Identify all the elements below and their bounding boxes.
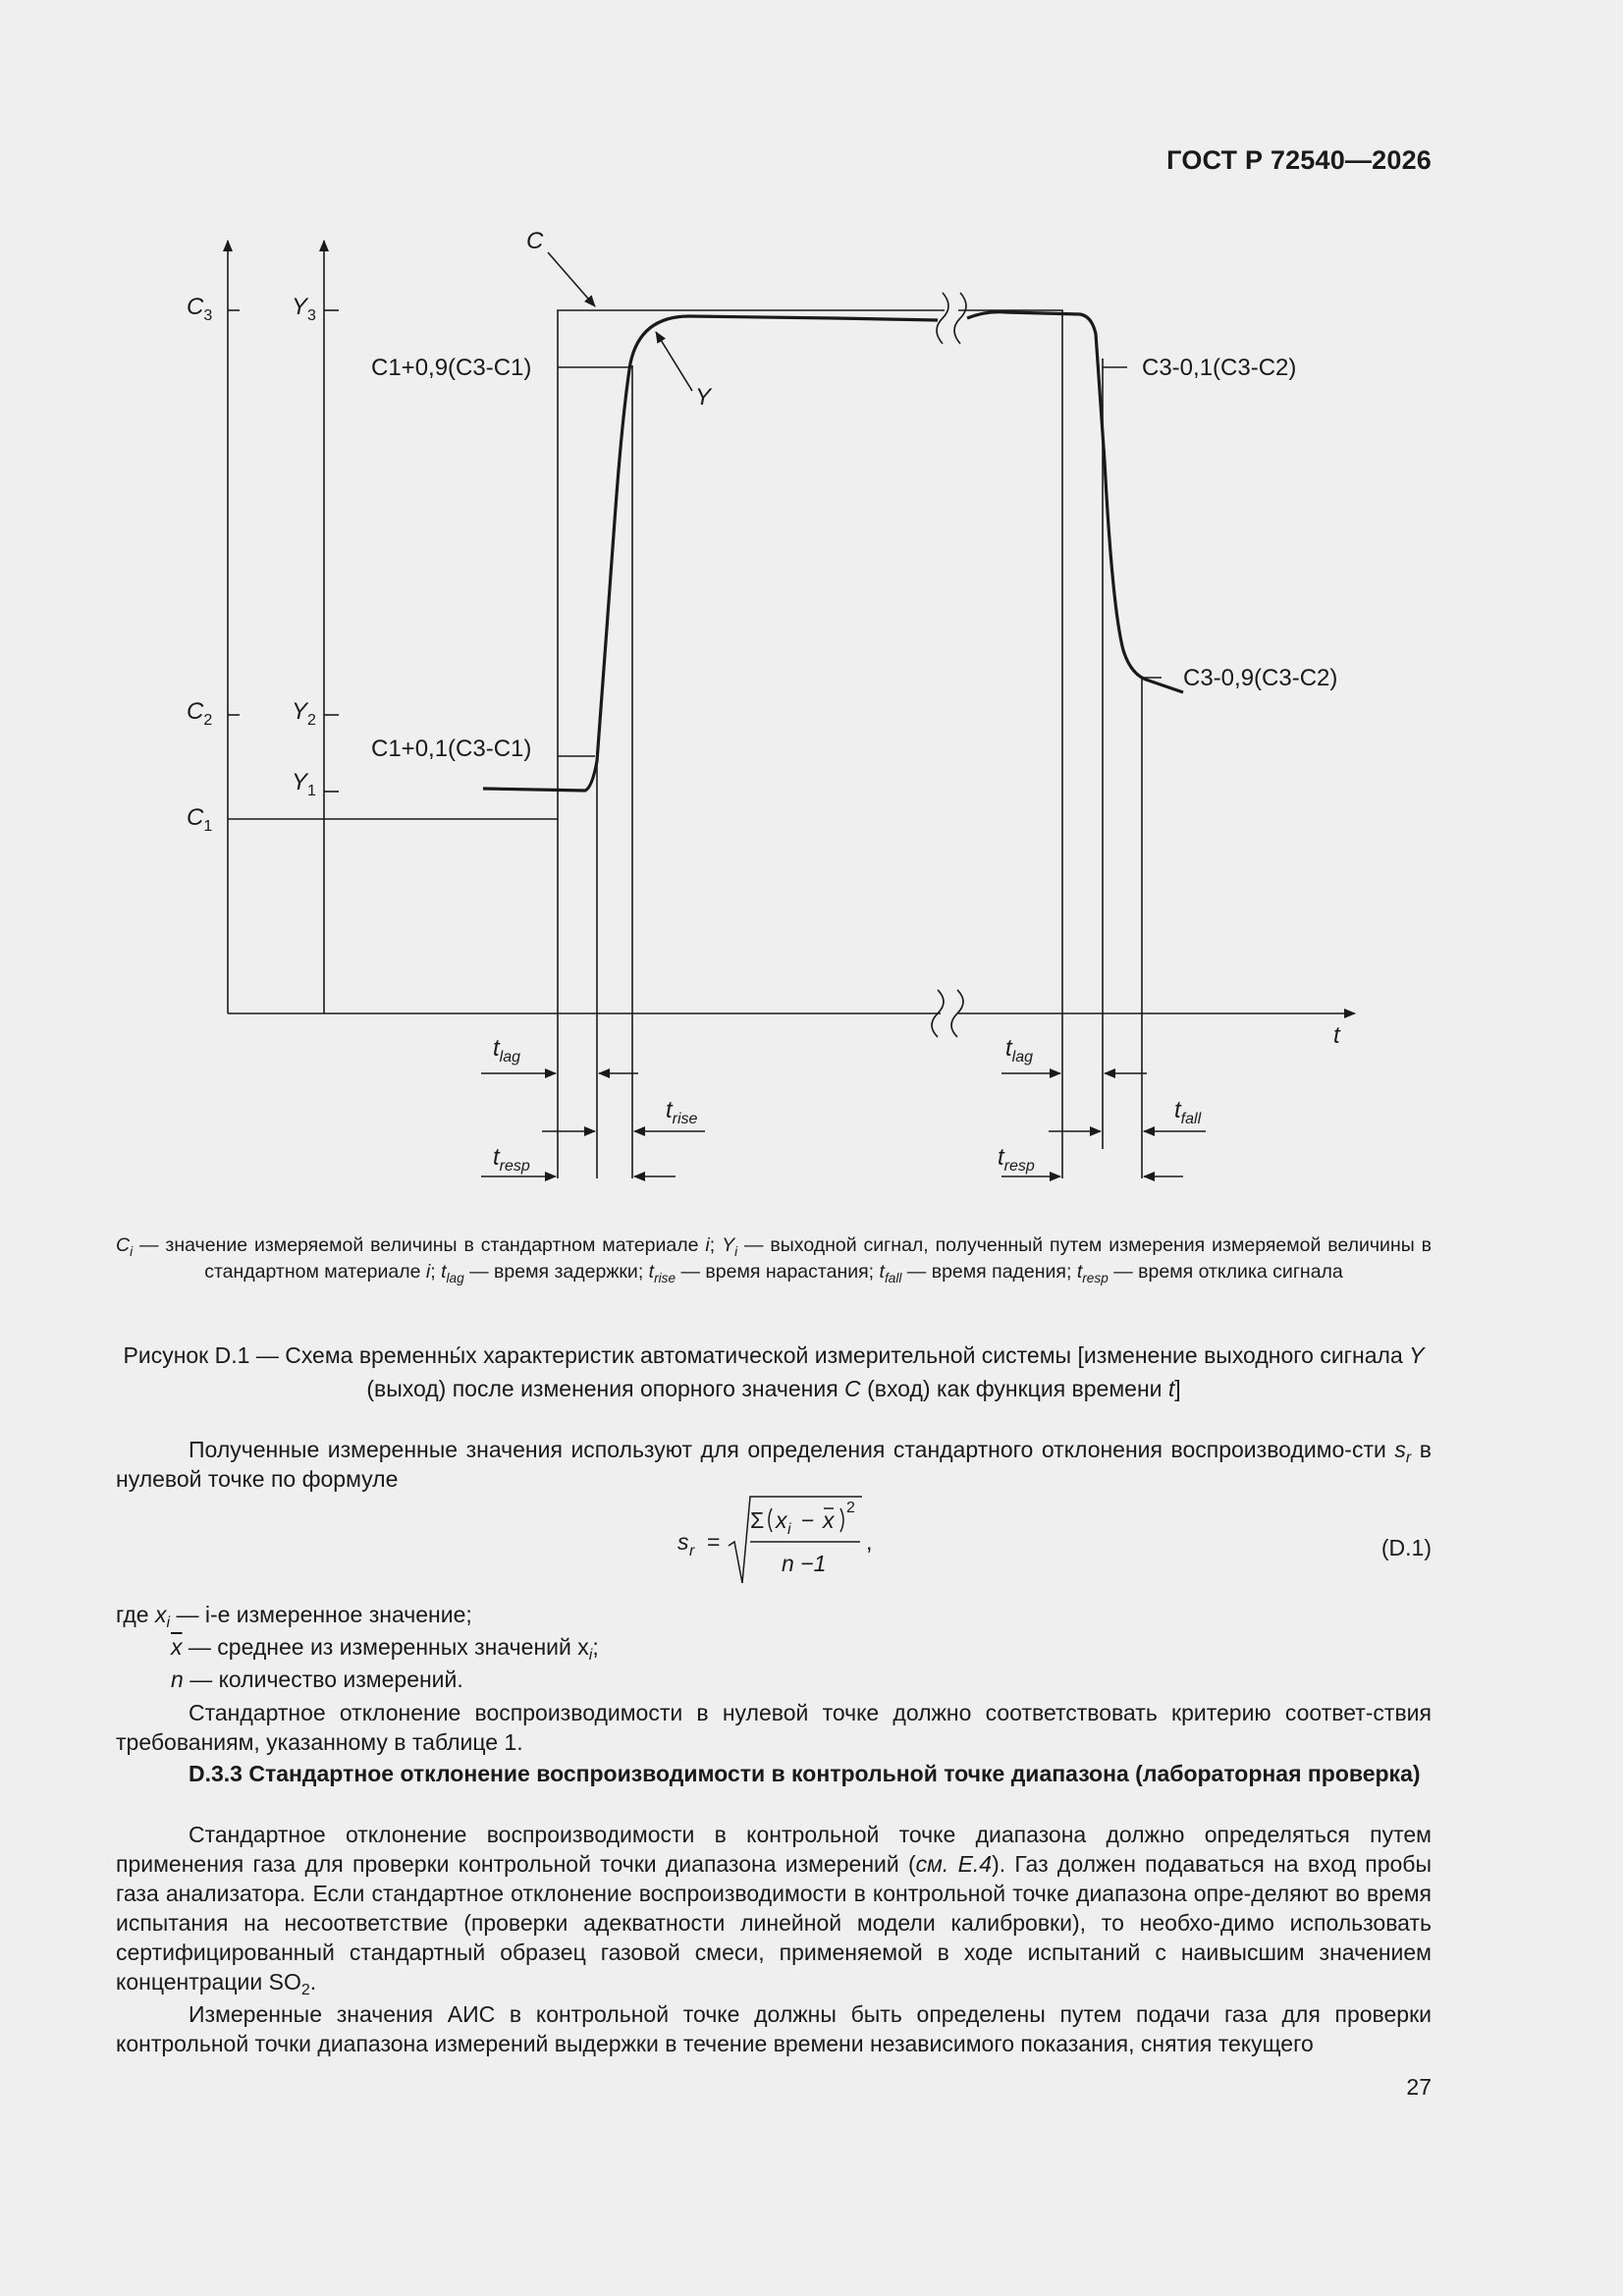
label-rise-10: C1+0,1(C3-C1) [371, 736, 532, 762]
axis-break [932, 293, 966, 1037]
label-rise-90: C1+0,9(C3-C1) [371, 355, 532, 381]
label-c2: $C_2$ [187, 698, 213, 729]
label-t-resp: $t_{resp}$ [493, 1144, 530, 1175]
paragraph-intro: Полученные измеренные значения используют для определения стандартного отклонения воспроизводимо-сти $s_r$ в нулевой точке по формуле [116, 1437, 1432, 1492]
label-y3: $Y_3$ [292, 294, 316, 324]
svg-text:x: x [823, 1507, 835, 1533]
page-number: 27 [1406, 2074, 1432, 2100]
label-fall-90: C3-0,9(C3-C2) [1183, 665, 1338, 691]
svg-text:=: = [707, 1529, 721, 1555]
section-heading: D.3.3 Стандартное отклонение воспроизводимости в контрольной точке диапазона (лабораторная проверка) [189, 1761, 1421, 1786]
label-t-rise: $t_{rise}$ [666, 1097, 698, 1127]
label-fall-10: C3-0,1(C3-C2) [1142, 355, 1297, 381]
label-y2: $Y_2$ [292, 698, 316, 729]
svg-text:n −1: n −1 [782, 1551, 827, 1576]
label-y-output: Y [695, 384, 712, 410]
svg-text:,: , [866, 1529, 873, 1555]
svg-text:−: − [801, 1507, 815, 1533]
label-t-lag: $t_{lag}$ [493, 1035, 521, 1066]
svg-text:r: r [689, 1543, 695, 1559]
figure-legend: $C_i$ — значение измеряемой величины в стандартном материале i; $Y_i$ — выходной сигнал, полученный путем измерения измеряемой величины в стандартном материале i; $t_{lag}$ — время задержки; $t_{rise}$ — время нарастания; $t_{fall}$ — время падения; $t_{resp}$ — время отклика сигнала [116, 1234, 1432, 1285]
paragraph-measured-values: Измеренные значения АИС в контрольной точке должны быть определены путем подачи газа для проверки контрольной точки диапазона измерений выдержки в течение времени независимого показания, снятия текущего [116, 2001, 1432, 2056]
definition-n: n — количество измерений. [171, 1667, 463, 1692]
svg-text:2: 2 [846, 1500, 855, 1516]
standard-header: ГОСТ Р 72540—2026 [1166, 145, 1432, 175]
paragraph-criterion: Стандартное отклонение воспроизводимости в нулевой точке должно соответствовать критерию соответ-ствия требованиям, указанному в таблице 1. [116, 1700, 1432, 1755]
definition-xi: где $x_i$ — i-е измеренное значение; [116, 1602, 472, 1631]
label-t-fall: $t_{fall}$ [1174, 1097, 1202, 1127]
output-response-y [483, 312, 1183, 791]
label-c-input: C [526, 228, 544, 254]
label-t-resp-2: $t_{resp}$ [998, 1144, 1035, 1175]
formula-sr [677, 1493, 913, 1591]
svg-text:x: x [776, 1507, 787, 1533]
paragraph-span-procedure: Стандартное отклонение воспроизводимости в контрольной точке диапазона должно определяться путем применения газа для проверки контрольной точки диапазона измерений (см. Е.4). Газ должен подаваться на вход пробы газа анализатора. Если стандартное отклонение воспроизводимости в контрольной точке диапазона опре-деляют во время испытания на несоответствие (проверки адекватности линейной модели калибровки), то необхо-димо использовать сертифицированный стандартный образец газовой смеси, применяемой в ходе испытаний с наивысшим значением концентрации $SO_2$. [116, 1822, 1432, 1998]
symbol-definitions [116, 1599, 599, 1696]
label-y1: $Y_1$ [292, 769, 316, 799]
label-t-lag-2: $t_{lag}$ [1005, 1035, 1034, 1066]
definition-xbar: $\overline{x}$ — среднее из измеренных значений $x_i$; [171, 1634, 599, 1664]
figure-caption: Рисунок D.1 — Схема временны́х характеристик автоматической измерительной системы [изменение выходного сигнала Y (выход) после изменения опорного значения C (вход) как функция времени t] [123, 1342, 1425, 1401]
input-step-c [228, 310, 1062, 1013]
label-c3: $C_3$ [187, 294, 213, 324]
label-c1: $C_1$ [187, 804, 213, 835]
svg-text:s: s [677, 1529, 689, 1555]
svg-text:Σ: Σ [750, 1507, 765, 1533]
svg-text:i: i [787, 1521, 791, 1538]
formula-number: (D.1) [1380, 1535, 1432, 1560]
label-t-axis: t [1333, 1022, 1340, 1049]
